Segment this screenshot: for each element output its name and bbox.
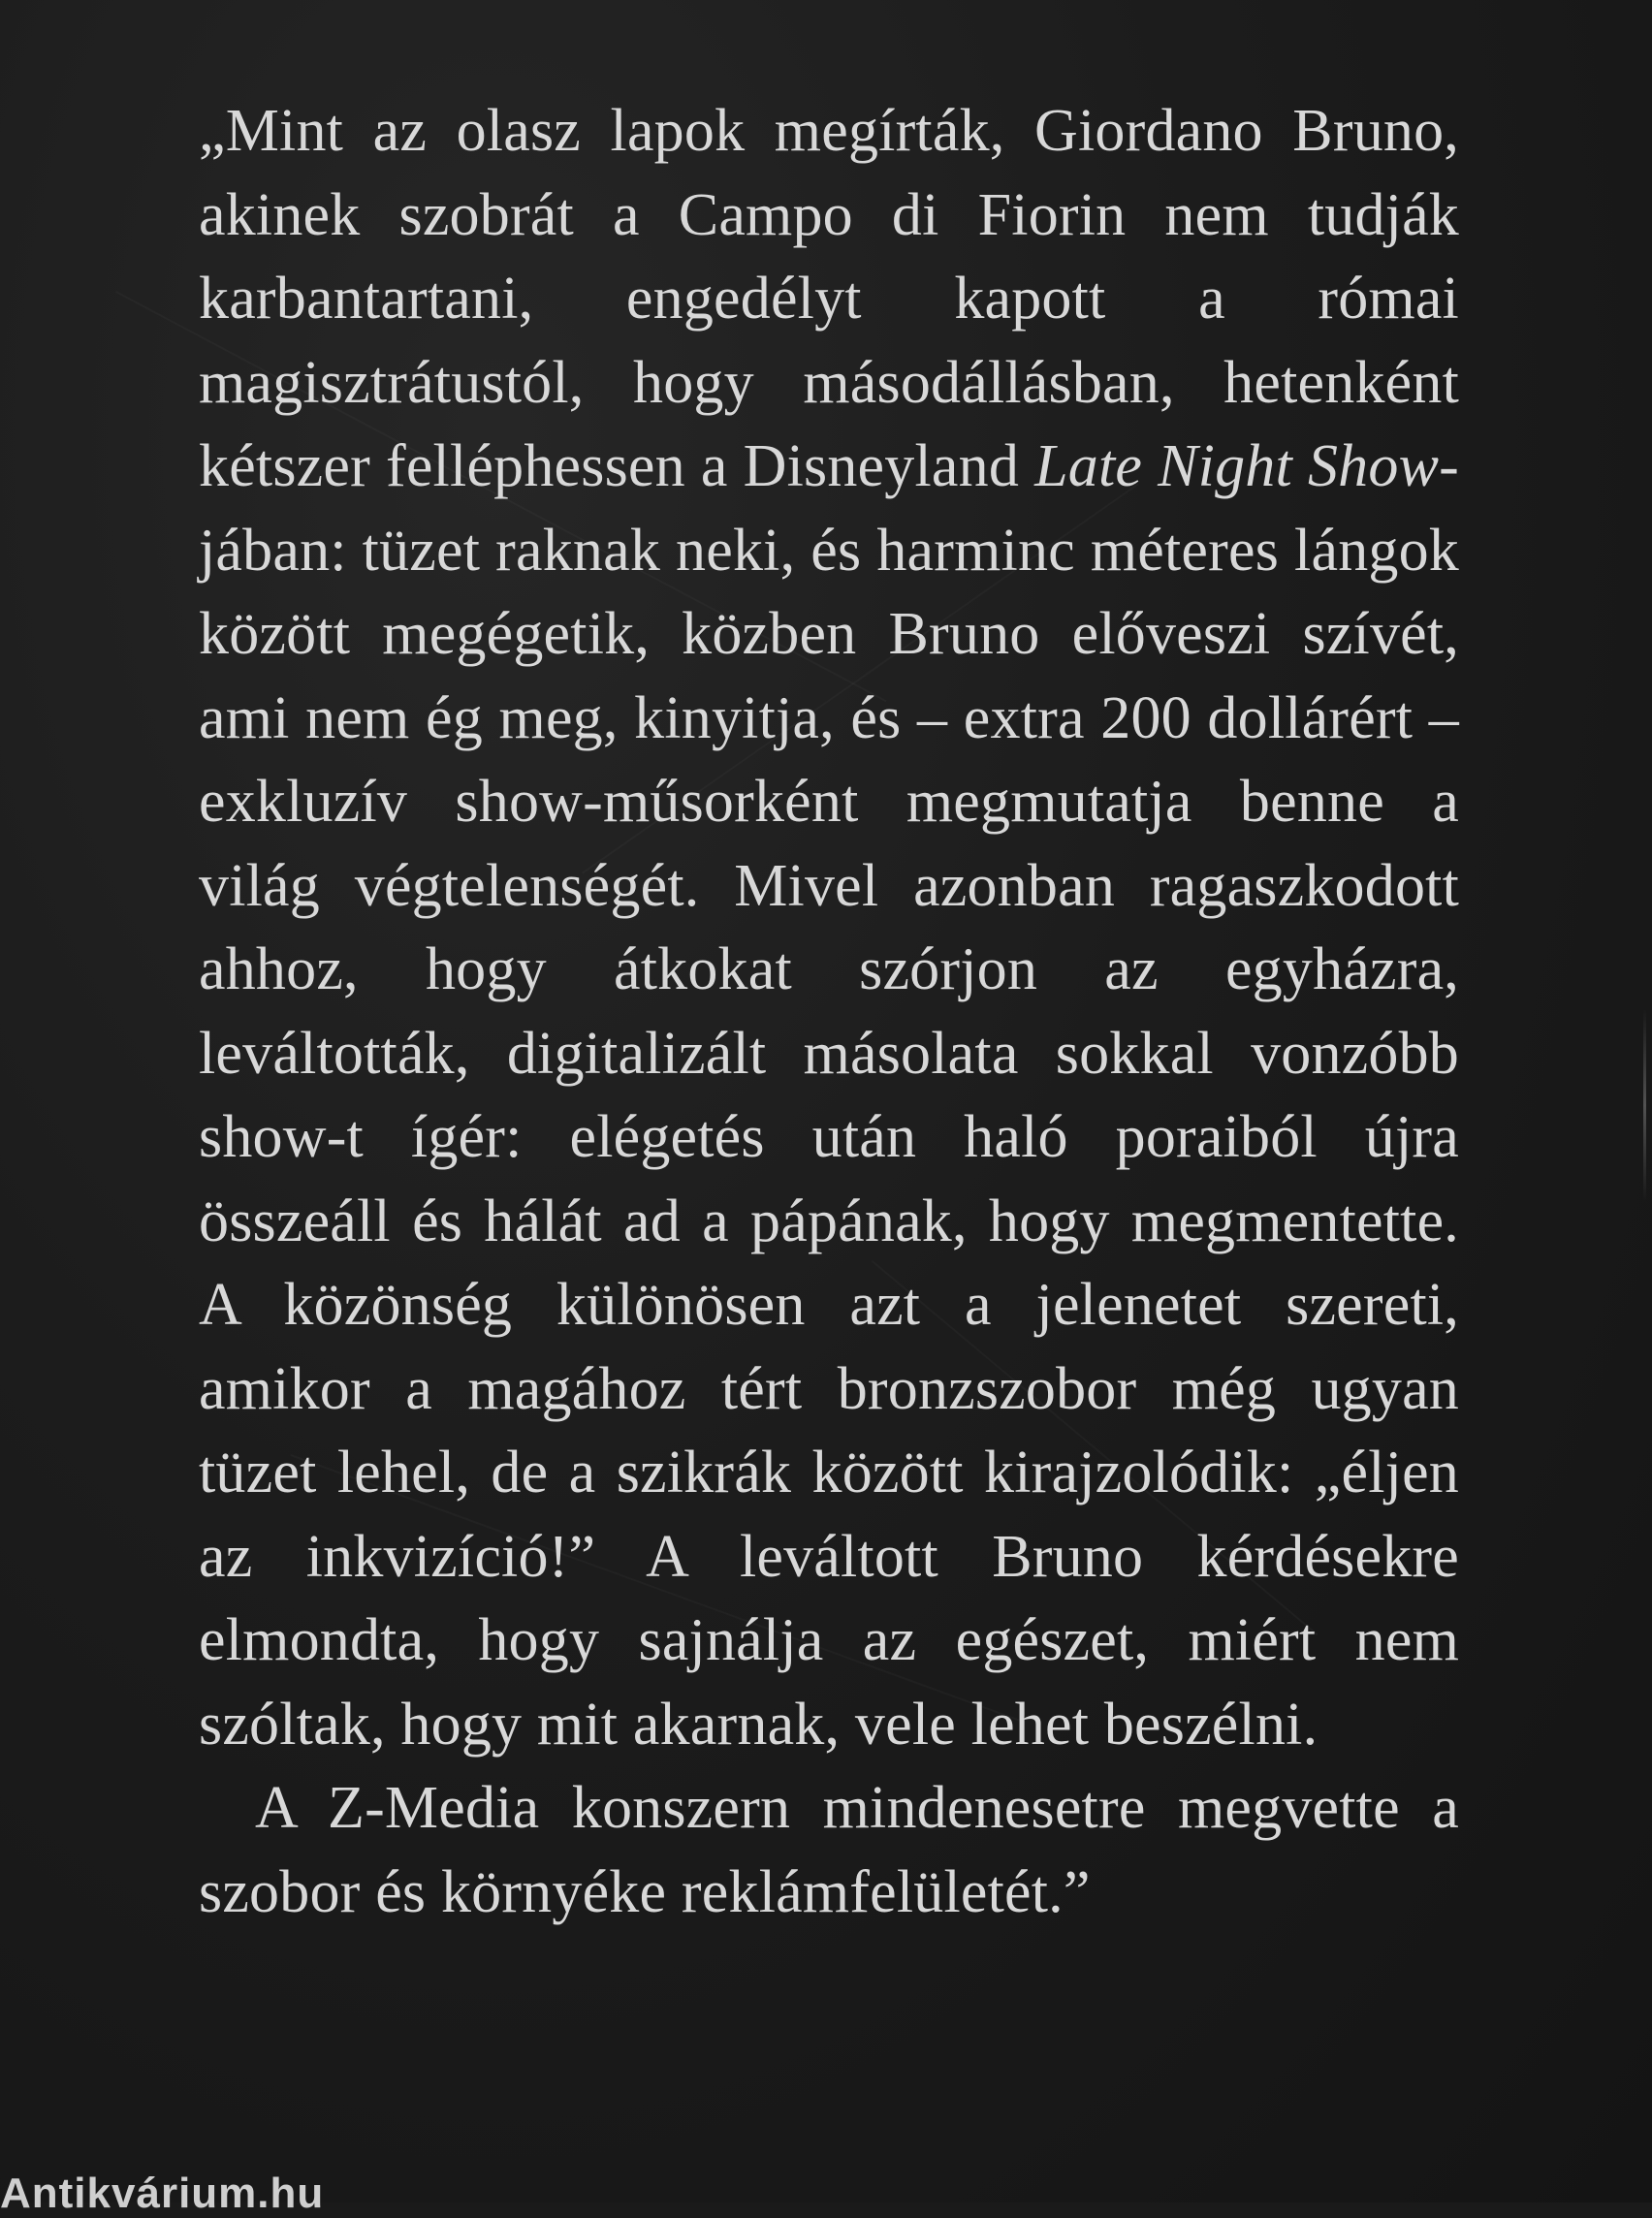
show-title: Late Night Show	[1034, 433, 1440, 499]
watermark: Antikvárium.hu	[0, 2170, 325, 2217]
blurb-text: „Mint az olasz lapok megírták, Giordano Bruno, akinek szobrát a Campo di Fiorin nem tudják karbantartani, engedélyt kapott a római magisztrátustól, hogy másodállásban, hetenként kétszer felléphessen a Disneyland	[199, 98, 1459, 499]
back-cover-blurb	[199, 89, 1459, 1934]
cover-edge-highlight	[1643, 1008, 1646, 1202]
blurb-text: -jában: tüzet raknak neki, és harminc méteres lángok között megégetik, közben Bruno előveszi szívét, ami nem ég meg, kinyitja, és – extra 200 dollárért – exkluzív show-műsorként megmutatja benne a világ végtelenségét. Mivel azonban ragaszkodott ahhoz, hogy átkokat szórjon az egyházra, leváltották, digitalizált másolata sokkal vonzóbb show-t ígér: elégetés után haló poraiból újra összeáll és hálát ad a pápának, hogy megmentette. A közönség különösen azt a jelenetet szereti, amikor a magához tért bronzszobor még ugyan tüzet lehel, de a szikrák között kirajzolódik: „éljen az inkvizíció!” A leváltott Bruno kérdésekre elmondta, hogy sajnálja az egészet, miért nem szóltak, hogy mit akarnak, vele lehet beszélni.	[199, 433, 1459, 1758]
blurb-paragraph-2: A Z-Media konszern mindenesetre megvette a szobor és környéke reklámfelületét.”	[199, 1775, 1459, 1925]
blurb-paragraph-1	[199, 89, 1459, 1766]
